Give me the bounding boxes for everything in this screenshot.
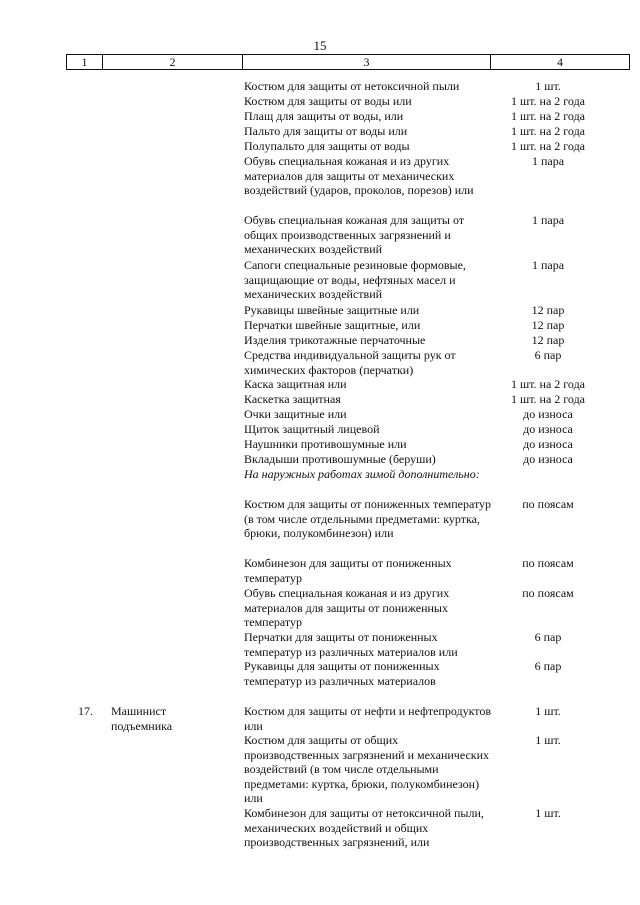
item-text: Перчатки швейные защитные, или: [244, 318, 421, 332]
item-quantity: 1 шт. на 2 года: [510, 94, 586, 108]
entry-number: 17.: [78, 704, 93, 718]
header-col-4: 4: [557, 55, 563, 69]
item-text: Костюм для защиты от пониженных температур (в том числе отдельными предметами: куртка, брюки, полукомбинезон) или: [244, 497, 492, 541]
item-text: Костюм для защиты от нетоксичной пыли: [244, 79, 460, 93]
item-quantity: до износа: [523, 437, 573, 451]
item-text: Комбинезон для защиты от пониженных температур: [244, 556, 452, 585]
table-header-row: [66, 54, 630, 70]
item-quantity: 1 шт. на 2 года: [510, 139, 586, 153]
item-quantity: 1 пара: [531, 154, 565, 168]
item-text: Обувь специальная кожаная и из других материалов для защиты от пониженных температур: [244, 586, 450, 630]
item-text: Костюм для защиты от общих производственных загрязнений и механических воздействий (в том числе отдельными предметами: куртка, брюки, полукомбинезон) или: [244, 733, 490, 806]
item-text: Костюм для защиты от нефти и нефтепродуктов или: [244, 704, 492, 733]
header-col-3: 3: [243, 55, 491, 69]
item-quantity: 1 шт. на 2 года: [510, 377, 586, 391]
item-text: Каскетка защитная: [244, 392, 341, 406]
item-quantity: по поясам: [522, 556, 574, 570]
item-quantity: 1 шт.: [535, 806, 561, 820]
item-quantity: 1 шт.: [535, 704, 561, 718]
item-quantity: 1 пара: [531, 213, 565, 227]
item-text: Изделия трикотажные перчаточные: [244, 333, 426, 347]
profession-name: Машинист подъемника: [111, 704, 173, 733]
item-text: Полупальто для защиты от воды: [244, 139, 410, 153]
header-col-1: 1: [67, 55, 103, 69]
item-text: Комбинезон для защиты от нетоксичной пыли, механических воздействий и общих производственных загрязнений, или: [244, 806, 484, 850]
item-quantity: 1 шт. на 2 года: [510, 124, 586, 138]
item-quantity: 1 шт.: [535, 79, 561, 93]
item-quantity: 1 шт. на 2 года: [510, 109, 586, 123]
item-text: Каска защитная или: [244, 377, 347, 391]
item-quantity: 1 шт. на 2 года: [510, 392, 586, 406]
item-quantity: по поясам: [522, 586, 574, 600]
item-text: Очки защитные или: [244, 407, 347, 421]
item-text: Обувь специальная кожаная для защиты от общих производственных загрязнений и механических воздействий: [244, 213, 465, 257]
item-text: Сапоги специальные резиновые формовые, защищающие от воды, нефтяных масел и механических воздействий: [244, 258, 466, 302]
item-text: Перчатки для защиты от пониженных температур из различных материалов или: [244, 630, 458, 659]
item-text: Рукавицы швейные защитные или: [244, 303, 420, 317]
item-text: Плащ для защиты от воды, или: [244, 109, 404, 123]
item-text: Рукавицы для защиты от пониженных температур из различных материалов: [244, 659, 440, 688]
item-quantity: до износа: [523, 422, 573, 436]
item-text: Щиток защитный лицевой: [244, 422, 380, 436]
item-quantity: до износа: [523, 452, 573, 466]
item-text: Пальто для защиты от воды или: [244, 124, 408, 138]
item-quantity: до износа: [523, 407, 573, 421]
item-quantity: 1 пара: [531, 258, 565, 272]
item-quantity: 12 пар: [531, 303, 565, 317]
item-text: Средства индивидуальной защиты рук от химических факторов (перчатки): [244, 348, 456, 377]
item-text: Наушники противошумные или: [244, 437, 407, 451]
item-quantity: 12 пар: [531, 318, 565, 332]
section-subheading: На наружных работах зимой дополнительно:: [244, 467, 480, 481]
item-quantity: 1 шт.: [535, 733, 561, 747]
item-quantity: по поясам: [522, 497, 574, 511]
item-quantity: 12 пар: [531, 333, 565, 347]
item-quantity: 6 пар: [534, 630, 562, 644]
item-text: Вкладыши противошумные (беруши): [244, 452, 436, 466]
item-text: Костюм для защиты от воды или: [244, 94, 412, 108]
item-quantity: 6 пар: [534, 659, 562, 673]
item-quantity: 6 пар: [534, 348, 562, 362]
page-number: 15: [313, 38, 327, 53]
item-text: Обувь специальная кожаная и из других материалов для защиты от механических воздействий (ударов, проколов, порезов) или: [244, 154, 474, 198]
header-col-2: 2: [103, 55, 243, 69]
